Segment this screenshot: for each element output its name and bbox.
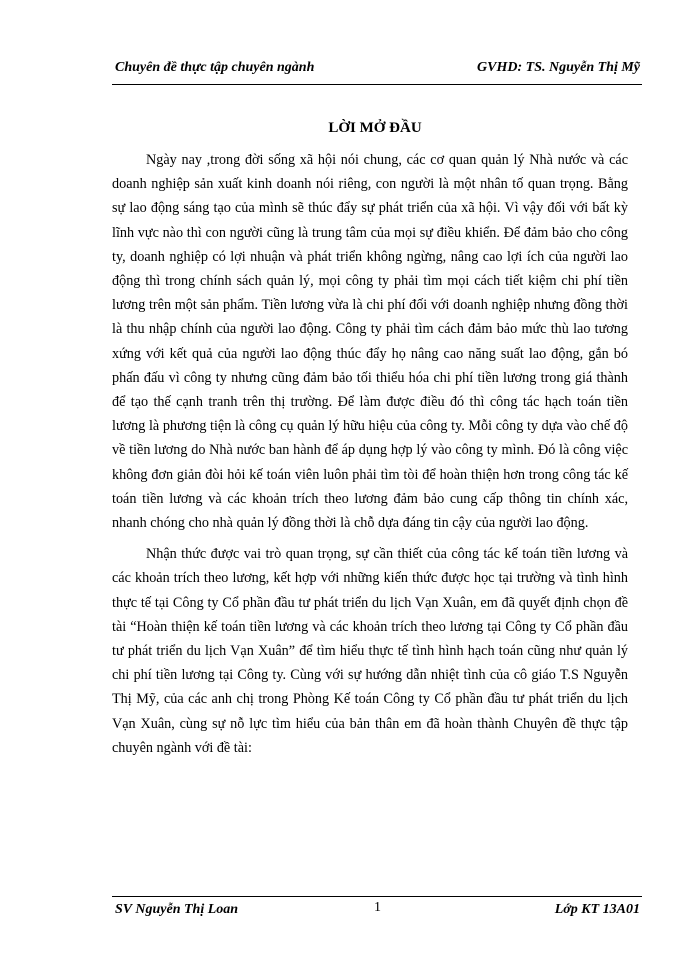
header-document-type: Chuyên đề thực tập chuyên ngành	[115, 60, 315, 75]
header-supervisor: GVHD: TS. Nguyễn Thị Mỹ	[477, 60, 640, 75]
header-divider	[112, 84, 642, 85]
body-paragraph-1: Ngày nay ,trong đời sống xã hội nói chung, các cơ quan quản lý Nhà nước và các doanh nghiệp sản xuất kinh doanh nói riêng, con người là một nhân tố quan trọng. Bằng sự lao động sáng tạo của mình sẽ thúc đẩy sự phát triển của xã hội. Vì vậy đối với bất kỳ lĩnh vực nào thì con người cũng là trung tâm của mọi sự điều khiển. Để đảm bảo cho công ty, doanh nghiệp có lợi nhuận và phát triển không ngừng, nâng cao lợi ích của người lao động thì trong chính sách quản lý, mọi công ty phải tìm mọi cách tiết kiệm chi phí tiền lương trên một sản phẩm. Tiền lương vừa là chi phí đối với doanh nghiệp nhưng đồng thời là thu nhập chính của người lao động. Công ty phải tìm cách đảm bảo mức thù lao tương xứng với kết quả của người lao động thúc đẩy họ nâng cao năng suất lao động, gắn bó phấn đấu vì công ty nhưng cũng đảm bảo tối thiểu hóa chi phí tiền lương trong giá thành để tạo thế cạnh tranh trên thị trường. Để làm được điều đó thì công tác hạch toán tiền lương là phương tiện là công cụ quản lý hữu hiệu của công ty. Mỗi công ty dựa vào chế độ về tiền lương do Nhà nước ban hành để áp dụng hợp lý vào công ty mình. Đó là công việc không đơn giản đòi hỏi kế toán viên luôn phải tìm tòi để hoàn thiện hơn trong công tác kế toán tiền lương và các khoản trích theo lương đảm bảo cung cấp thông tin chính xác, nhanh chóng cho nhà quản lý đồng thời là chỗ dựa đáng tin cậy của người lao động.	[112, 152, 628, 532]
document-body	[112, 148, 628, 767]
footer-student-name: SV Nguyễn Thị Loan	[115, 902, 239, 917]
page-footer	[115, 900, 640, 922]
body-paragraph-2: Nhận thức được vai trò quan trọng, sự cần thiết của công tác kế toán tiền lương và các khoản trích theo lương, kết hợp với những kiến thức được học tại trường và tình hình thực tế tại Công ty Cổ phần đầu tư phát triển du lịch Vạn Xuân, em đã quyết định chọn đề tài “Hoàn thiện kế toán tiền lương và các khoản trích theo lương tại Công ty Cổ phần đầu tư phát triển du lịch Vạn Xuân” để tìm hiểu thực tế tình hình hạch toán cũng như quản lý chi phí tiền lương tại Công ty. Cùng với sự hướng dẫn nhiệt tình của cô giáo T.S Nguyễn Thị Mỹ, của các anh chị trong Phòng Kế toán Công ty Cổ phần đầu tư phát triển du lịch Vạn Xuân, cùng sự nỗ lực tìm hiểu của bản thân em đã hoàn thành Chuyên đề thực tập chuyên ngành với đề tài:	[112, 546, 628, 756]
page-title: LỜI MỞ ĐẦU	[328, 120, 422, 136]
page-header	[115, 56, 640, 80]
footer-divider	[112, 896, 642, 897]
footer-class: Lớp KT 13A01	[554, 902, 640, 917]
footer-page-number: 1	[374, 900, 381, 915]
